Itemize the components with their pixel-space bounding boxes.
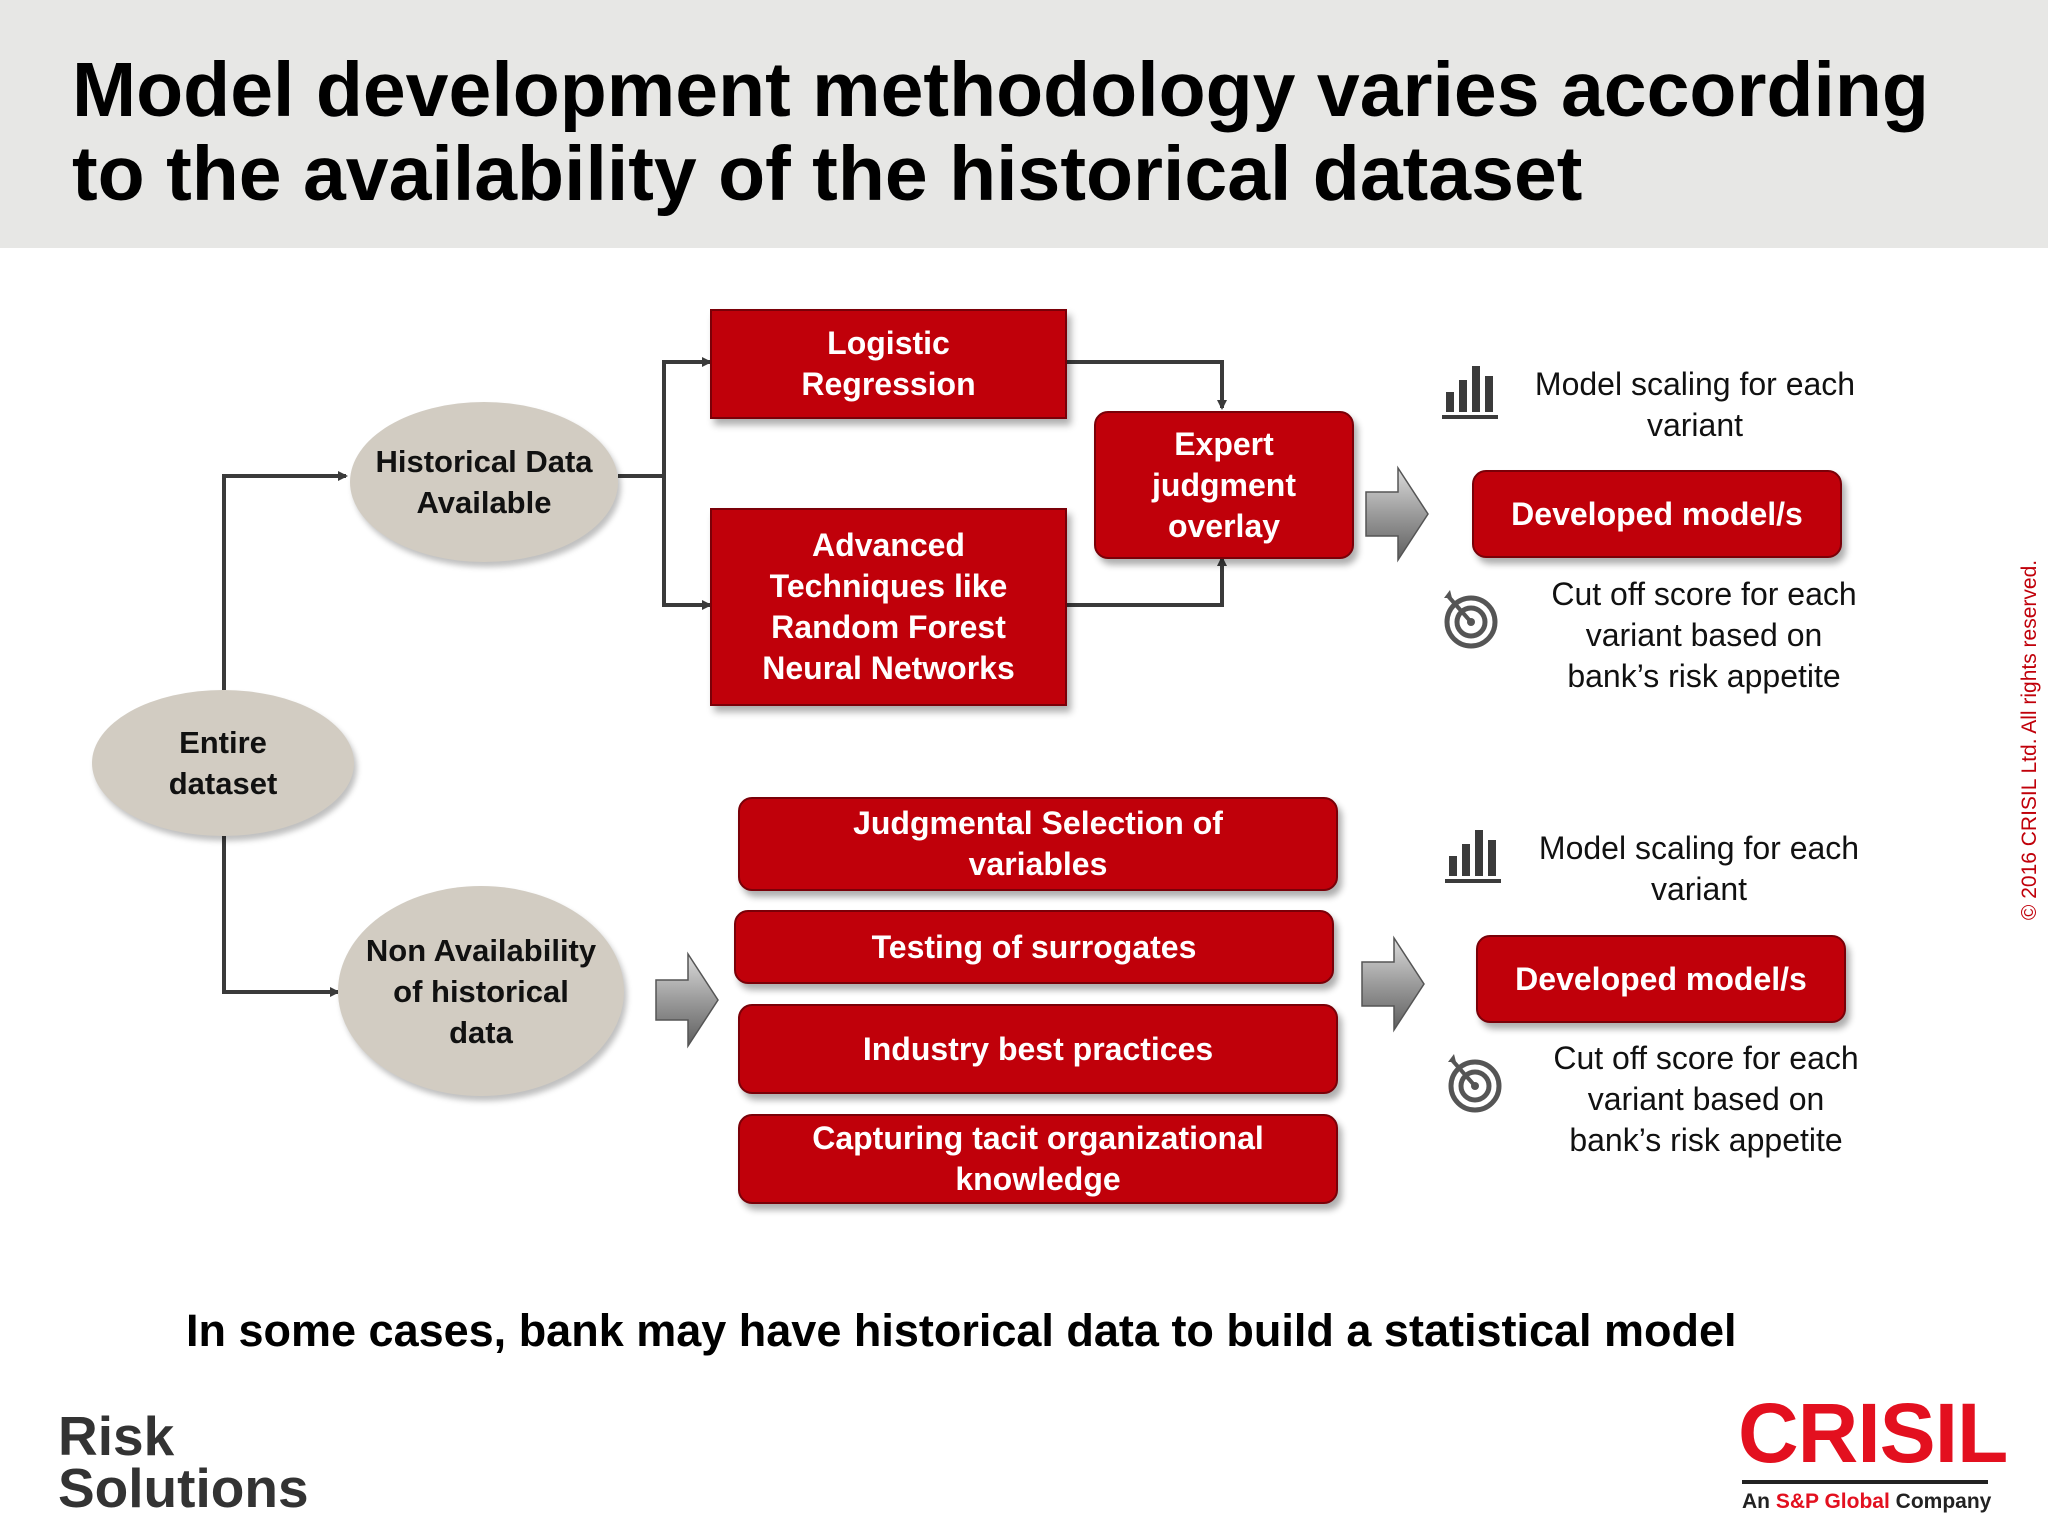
tagline-highlight: S&P Global bbox=[1775, 1490, 1890, 1513]
model-scaling-text-upper: Model scaling for each variant bbox=[1534, 366, 1856, 443]
copyright-notice: © 2016 CRISIL Ltd. All rights reserved. bbox=[2018, 559, 2041, 921]
connector-root-to-historical bbox=[224, 476, 346, 690]
node-non-availability-historical-data: Non Availability of historical data bbox=[338, 886, 624, 1096]
right-arrow-icon bbox=[1362, 938, 1424, 1030]
cutoff-text-upper: Cut off score for each variant based on bank’s risk appetite bbox=[1551, 576, 1857, 694]
connector-historical-split bbox=[618, 362, 710, 476]
risk-solutions-logo: Risk Solutions bbox=[58, 1405, 309, 1519]
method-logistic-regression: Logistic Regression bbox=[710, 309, 1067, 419]
target-icon bbox=[1440, 588, 1502, 650]
root-node-entire-dataset: Entire dataset bbox=[92, 690, 354, 836]
method-advanced-techniques: Advanced Techniques like Random Forest Neural Networks bbox=[710, 508, 1067, 706]
expert-judgment-overlay: Expert judgment overlay bbox=[1094, 411, 1354, 559]
method-testing-surrogates: Testing of surrogates bbox=[734, 910, 1334, 984]
developed-models-lower: Developed model/s bbox=[1476, 935, 1846, 1023]
connector-root-to-nonhistorical bbox=[224, 836, 338, 992]
developed-models-upper: Developed model/s bbox=[1472, 470, 1842, 558]
bar-chart-icon bbox=[1443, 824, 1505, 886]
right-arrow-icon bbox=[656, 954, 718, 1046]
tagline-prefix: An bbox=[1742, 1490, 1776, 1513]
method-tacit-knowledge: Capturing tacit organizational knowledge bbox=[738, 1114, 1338, 1204]
crisil-logo: CRISIL bbox=[1738, 1386, 2008, 1480]
logo-divider bbox=[1742, 1480, 1988, 1484]
connector-historical-lower bbox=[664, 476, 710, 605]
method-industry-best-practices: Industry best practices bbox=[738, 1004, 1338, 1094]
target-icon bbox=[1444, 1052, 1506, 1114]
page-title: Model development methodology varies according to the availability of the historical dataset bbox=[72, 47, 1929, 217]
connector-advanced-to-overlay bbox=[1063, 558, 1222, 605]
cutoff-text-lower: Cut off score for each variant based on bank’s risk appetite bbox=[1553, 1040, 1859, 1158]
tagline-suffix: Company bbox=[1889, 1490, 1992, 1513]
footnote: In some cases, bank may have historical data to build a statistical model bbox=[186, 1305, 1737, 1356]
right-arrow-icon bbox=[1366, 468, 1428, 560]
method-judgmental-selection: Judgmental Selection of variables bbox=[738, 797, 1338, 891]
crisil-tagline bbox=[1742, 1490, 1991, 1514]
bar-chart-icon bbox=[1440, 360, 1502, 422]
model-scaling-text-lower: Model scaling for each variant bbox=[1538, 830, 1860, 907]
connector-logistic-to-overlay bbox=[1063, 362, 1222, 408]
node-historical-data-available: Historical Data Available bbox=[350, 402, 618, 562]
